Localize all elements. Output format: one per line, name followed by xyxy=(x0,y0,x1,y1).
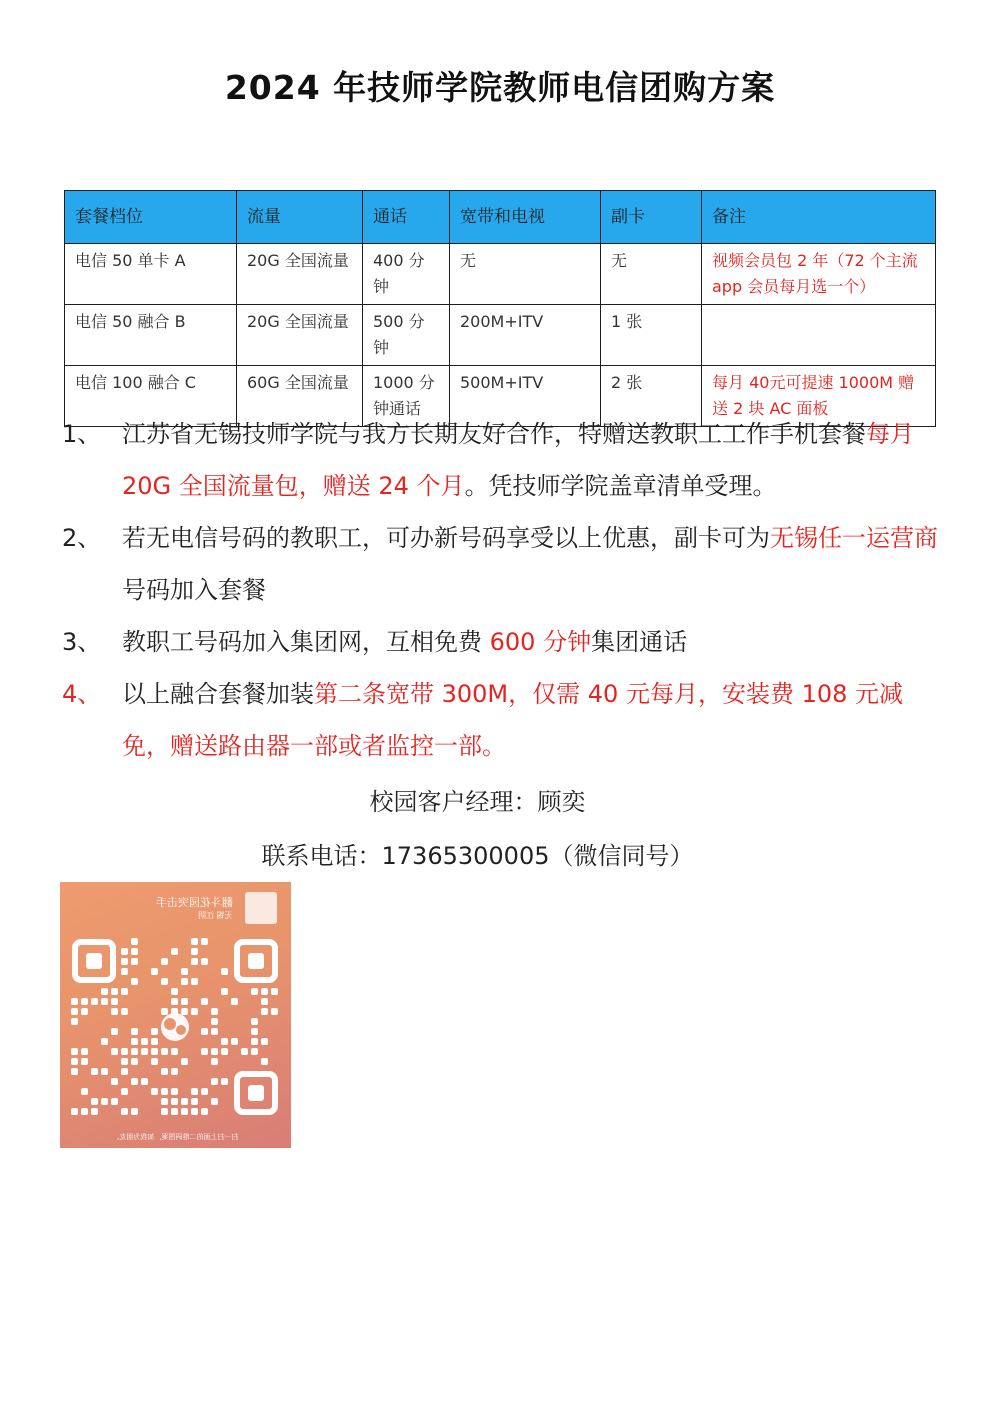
qr-module xyxy=(271,988,278,995)
qr-module xyxy=(211,1028,218,1035)
cell-plan: 电信 50 单卡 A xyxy=(65,244,237,305)
qr-module xyxy=(131,1058,138,1065)
qr-module xyxy=(121,1068,128,1075)
qr-module xyxy=(91,1108,98,1115)
qr-module xyxy=(111,988,118,995)
table-header-row xyxy=(65,191,936,244)
qr-module xyxy=(191,1088,198,1095)
qr-module xyxy=(161,1108,168,1115)
qr-module xyxy=(121,958,128,965)
qr-module xyxy=(121,968,128,975)
col-header-broadband: 宽带和电视 xyxy=(450,191,601,244)
qr-module xyxy=(131,958,138,965)
benefit-list xyxy=(62,408,942,772)
cell-broadband: 无 xyxy=(450,244,601,305)
cell-calls: 400 分钟 xyxy=(363,244,450,305)
qr-module xyxy=(171,998,178,1005)
qr-module xyxy=(201,938,208,945)
cell-notes: 每月 40元可提速 1000M 赠送 2 块 AC 面板 xyxy=(702,366,936,427)
qr-module xyxy=(251,1048,258,1055)
qr-module xyxy=(221,1038,228,1045)
qr-module xyxy=(121,1058,128,1065)
qr-module xyxy=(201,998,208,1005)
item-highlight: 每月 20G 全国流量包，赠送 24 个月 xyxy=(122,420,914,500)
qr-module xyxy=(141,1048,148,1055)
qr-module xyxy=(171,1088,178,1095)
qr-module xyxy=(191,978,198,985)
cell-data: 60G 全国流量 xyxy=(237,366,363,427)
qr-module xyxy=(131,1108,138,1115)
item-text: 江苏省无锡技师学院与我方长期友好合作，特赠送教职工工作手机套餐 xyxy=(122,420,866,448)
qr-module xyxy=(161,978,168,985)
qr-module xyxy=(181,998,188,1005)
qr-module xyxy=(211,1018,218,1025)
qr-module xyxy=(171,1108,178,1115)
qr-module xyxy=(241,1048,248,1055)
qr-module xyxy=(151,1048,158,1055)
qr-module xyxy=(71,1058,78,1065)
item-number: 2、 xyxy=(62,524,102,552)
item-number: 1、 xyxy=(62,420,102,448)
qr-module xyxy=(261,1008,268,1015)
qr-module xyxy=(181,978,188,985)
qr-module xyxy=(251,1038,258,1045)
qr-module xyxy=(111,1048,118,1055)
qr-module xyxy=(151,1088,158,1095)
qr-module xyxy=(101,1038,108,1045)
qr-module xyxy=(201,1048,208,1055)
qr-module xyxy=(111,1008,118,1015)
cell-data: 20G 全国流量 xyxy=(237,305,363,366)
qr-module xyxy=(71,998,78,1005)
qr-module xyxy=(221,968,228,975)
qr-module xyxy=(81,1088,88,1095)
item-highlight: 第二条宽带 300M，仅需 40 元每月，安装费 108 元减免，赠送路由器一部或者监控一部。 xyxy=(122,680,904,760)
plan-table xyxy=(64,190,936,427)
col-header-notes: 备注 xyxy=(702,191,936,244)
item-text: 集团通话 xyxy=(591,628,688,656)
cell-secondary-card: 无 xyxy=(601,244,702,305)
cell-broadband: 200M+ITV xyxy=(450,305,601,366)
qr-module xyxy=(261,1058,268,1065)
qr-module xyxy=(181,1008,188,1015)
qr-module xyxy=(161,1048,168,1055)
qr-module xyxy=(101,988,108,995)
qr-module xyxy=(91,998,98,1005)
cell-plan: 电信 100 融合 C xyxy=(65,366,237,427)
qr-module xyxy=(121,1108,128,1115)
qr-module xyxy=(221,988,228,995)
qr-module xyxy=(91,1068,98,1075)
qr-module xyxy=(171,1048,178,1055)
qr-module xyxy=(121,1088,128,1095)
qr-module xyxy=(231,998,238,1005)
qr-footer-text: 扫一扫上面的二维码图案，加我为朋友。 xyxy=(112,1133,239,1141)
list-item xyxy=(62,408,942,512)
account-manager: 校园客户经理：顾奕 xyxy=(369,788,586,816)
qr-module xyxy=(201,1108,208,1115)
cell-calls: 500 分钟 xyxy=(363,305,450,366)
qr-module xyxy=(171,948,178,955)
qr-module xyxy=(151,1038,158,1045)
qr-module xyxy=(81,1048,88,1055)
qr-module xyxy=(131,1048,138,1055)
qr-profile-name: 翻斗花园突击手 xyxy=(156,896,233,909)
qr-module xyxy=(121,1008,128,1015)
qr-module xyxy=(91,1098,98,1105)
table-row xyxy=(65,244,936,305)
qr-module xyxy=(191,1098,198,1105)
cell-secondary-card: 1 张 xyxy=(601,305,702,366)
col-header-plan: 套餐档位 xyxy=(65,191,237,244)
col-header-calls: 通话 xyxy=(363,191,450,244)
item-highlight: 无锡任一运营商 xyxy=(770,524,938,552)
qr-module xyxy=(71,1008,78,1015)
qr-module xyxy=(251,1018,258,1025)
col-header-data: 流量 xyxy=(237,191,363,244)
qr-module xyxy=(271,1008,278,1015)
cell-broadband: 500M+ITV xyxy=(450,366,601,427)
qr-module xyxy=(141,1038,148,1045)
qr-module xyxy=(71,1018,78,1025)
qr-module xyxy=(211,1058,218,1065)
qr-module xyxy=(131,1028,138,1035)
qr-module xyxy=(151,1028,158,1035)
qr-module xyxy=(71,1068,78,1075)
qr-module xyxy=(81,1058,88,1065)
qr-module xyxy=(71,1048,78,1055)
qr-module xyxy=(131,938,138,945)
qr-module xyxy=(161,1088,168,1095)
qr-module xyxy=(151,1058,158,1065)
qr-module xyxy=(261,988,268,995)
cell-calls: 1000 分钟通话 xyxy=(363,366,450,427)
item-text: 号码加入套餐 xyxy=(122,576,266,604)
qr-module xyxy=(181,1058,188,1065)
item-text: 若无电信号码的教职工，可办新号码享受以上优惠，副卡可为 xyxy=(122,524,770,552)
qr-module xyxy=(111,1078,118,1085)
qr-module xyxy=(171,1068,178,1075)
qr-module xyxy=(111,1098,118,1105)
qr-module xyxy=(161,958,168,965)
qr-module xyxy=(81,998,88,1005)
qr-module xyxy=(161,1008,168,1015)
qr-module xyxy=(251,1028,258,1035)
item-text: 以上融合套餐加装 xyxy=(122,680,314,708)
col-header-secondary-card: 副卡 xyxy=(601,191,702,244)
qr-module xyxy=(81,1108,88,1115)
qr-module xyxy=(151,968,158,975)
qr-module xyxy=(231,1038,238,1045)
qr-module xyxy=(81,1008,88,1015)
qr-module xyxy=(171,988,178,995)
item-text: 教职工号码加入集团网，互相免费 xyxy=(122,628,490,656)
qr-module xyxy=(221,1048,228,1055)
cell-notes xyxy=(702,305,936,366)
qr-module xyxy=(261,1038,268,1045)
qr-module xyxy=(131,948,138,955)
qr-module xyxy=(181,1098,188,1105)
table-row xyxy=(65,305,936,366)
qr-module xyxy=(201,958,208,965)
qr-module xyxy=(211,1078,218,1085)
qr-module xyxy=(121,948,128,955)
qr-module xyxy=(201,1028,208,1035)
qr-module xyxy=(101,998,108,1005)
qr-module xyxy=(71,1108,78,1115)
qr-module xyxy=(211,1008,218,1015)
qr-module xyxy=(111,998,118,1005)
qr-module xyxy=(211,1098,218,1105)
list-item xyxy=(62,616,942,668)
qr-module xyxy=(181,1108,188,1115)
cell-secondary-card: 2 张 xyxy=(601,366,702,427)
qr-module xyxy=(131,1038,138,1045)
item-number: 3、 xyxy=(62,628,102,656)
contact-phone: 联系电话：17365300005（微信同号） xyxy=(261,842,694,870)
list-item xyxy=(62,668,942,772)
qr-module xyxy=(221,1078,228,1085)
qr-module xyxy=(161,1098,168,1105)
qr-module xyxy=(101,1068,108,1075)
qr-module xyxy=(211,1048,218,1055)
qr-module xyxy=(171,1098,178,1105)
cell-plan: 电信 50 融合 B xyxy=(65,305,237,366)
item-number: 4、 xyxy=(62,680,102,708)
avatar xyxy=(245,892,277,924)
qr-module xyxy=(101,1098,108,1105)
qr-module xyxy=(261,998,268,1005)
qr-module xyxy=(191,1108,198,1115)
qr-module xyxy=(131,1078,138,1085)
qr-module xyxy=(191,1008,198,1015)
cell-notes: 视频会员包 2 年（72 个主流 app 会员每月选一个） xyxy=(702,244,936,305)
wechat-qr-card xyxy=(60,882,291,1148)
item-text: 。凭技师学院盖章清单受理。 xyxy=(464,472,777,500)
qr-code-icon xyxy=(70,937,280,1117)
qr-module xyxy=(201,1088,208,1095)
qr-module xyxy=(191,938,198,945)
list-item xyxy=(62,512,942,616)
qr-module xyxy=(131,978,138,985)
qr-module xyxy=(161,1068,168,1075)
qr-module xyxy=(121,1048,128,1055)
page-title: 2024 年技师学院教师电信团购方案 xyxy=(224,68,776,107)
cell-data: 20G 全国流量 xyxy=(237,244,363,305)
qr-module xyxy=(191,948,198,955)
qr-module xyxy=(251,988,258,995)
item-highlight: 600 分钟 xyxy=(489,628,592,656)
qr-module xyxy=(181,968,188,975)
qr-module xyxy=(121,988,128,995)
qr-module xyxy=(141,1078,148,1085)
qr-module xyxy=(191,958,198,965)
qr-profile-location: 无锡 江阴 xyxy=(198,911,233,920)
qr-module xyxy=(111,1028,118,1035)
